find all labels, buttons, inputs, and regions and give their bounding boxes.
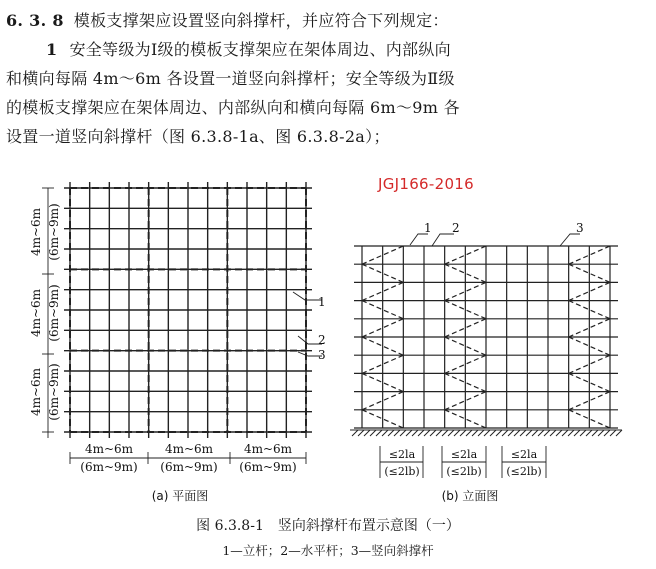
plan-bottom-dim-1-line2: (6m~9m) bbox=[80, 460, 138, 474]
ground-hatch bbox=[580, 430, 586, 436]
ground-hatch bbox=[352, 430, 358, 436]
ground-hatch bbox=[508, 430, 514, 436]
ground-hatch bbox=[520, 430, 526, 436]
ground-hatch bbox=[406, 430, 412, 436]
ground-hatch bbox=[616, 430, 622, 436]
plan-side-dim-1-line1: 4m~6m bbox=[29, 207, 43, 257]
ground-hatch bbox=[514, 430, 520, 436]
plan-bottom-dim-3-line1: 4m~6m bbox=[243, 442, 293, 456]
ground-hatch bbox=[424, 430, 430, 436]
ground-hatch bbox=[556, 430, 562, 436]
elevation-callouts bbox=[424, 221, 584, 235]
plan-grid bbox=[64, 182, 312, 438]
standard-stamp: JGJ166-2016 bbox=[378, 175, 474, 193]
ground-hatch bbox=[418, 430, 424, 436]
ground-hatch bbox=[430, 430, 436, 436]
ground-hatch bbox=[586, 430, 592, 436]
ground-hatch bbox=[562, 430, 568, 436]
item-text-line2: 和横向每隔 4m～6m 各设置一道竖向斜撑杆；安全等级为Ⅱ级 bbox=[6, 69, 455, 88]
ground-hatch bbox=[532, 430, 538, 436]
ground-hatch bbox=[442, 430, 448, 436]
plan-side-dim-1-line2: (6m~9m) bbox=[47, 203, 61, 261]
ground-hatch bbox=[496, 430, 502, 436]
plan-side-dim-3-line2: (6m~9m) bbox=[47, 363, 61, 421]
plan-bottom-dim-2-line2: (6m~9m) bbox=[160, 460, 218, 474]
ground-hatch bbox=[592, 430, 598, 436]
ground-hatch bbox=[394, 430, 400, 436]
plan-callout-2: 2 bbox=[318, 333, 326, 347]
elevation-dim-2-line2: (≤2lb) bbox=[446, 465, 482, 478]
elevation-dim-1-line1: ≤2la bbox=[388, 448, 416, 461]
ground-hatch bbox=[412, 430, 418, 436]
clause-number: 6. 3. 8 bbox=[6, 11, 64, 30]
ground-hatch bbox=[604, 430, 610, 436]
ground-hatch bbox=[382, 430, 388, 436]
item-number: 1 bbox=[46, 40, 58, 59]
ground-hatch bbox=[538, 430, 544, 436]
ground-hatch bbox=[364, 430, 370, 436]
elevation-dim-3-line1: ≤2la bbox=[510, 448, 538, 461]
item-text-line3: 的模板支撑架应在架体周边、内部纵向和横向每隔 6m～9m 各 bbox=[6, 98, 460, 117]
plan-side-dim-2-line1: 4m~6m bbox=[29, 288, 43, 338]
elevation-grid bbox=[354, 246, 618, 428]
elevation-view bbox=[350, 234, 622, 478]
ground-hatch bbox=[598, 430, 604, 436]
plan-side-labels bbox=[29, 203, 61, 420]
ground-hatch bbox=[448, 430, 454, 436]
plan-view bbox=[42, 182, 322, 464]
ground-hatch bbox=[574, 430, 580, 436]
figure-legend: 1—立杆；2—水平杆；3—竖向斜撑杆 bbox=[222, 543, 434, 558]
ground-hatch bbox=[466, 430, 472, 436]
figure-title: 图 6.3.8-1 竖向斜撑杆布置示意图（一） bbox=[196, 518, 460, 534]
plan-callouts bbox=[318, 295, 326, 362]
elevation-callout-1: 1 bbox=[424, 221, 432, 235]
ground-hatch bbox=[376, 430, 382, 436]
ground-hatch bbox=[388, 430, 394, 436]
plan-callout-3: 3 bbox=[318, 348, 326, 362]
plan-bottom-dim-1-line1: 4m~6m bbox=[84, 442, 134, 456]
elevation-ground bbox=[350, 430, 622, 436]
plan-callout-1: 1 bbox=[318, 295, 326, 309]
elevation-callout-2: 2 bbox=[452, 221, 460, 235]
ground-hatch bbox=[502, 430, 508, 436]
ground-hatch bbox=[550, 430, 556, 436]
elevation-dim-labels bbox=[384, 448, 541, 478]
ground-hatch bbox=[436, 430, 442, 436]
elevation-callout-3: 3 bbox=[576, 221, 584, 235]
ground-hatch bbox=[568, 430, 574, 436]
item-text-line4: 设置一道竖向斜撑杆（图 6.3.8-1a、图 6.3.8-2a）； bbox=[6, 127, 390, 146]
ground-hatch bbox=[358, 430, 364, 436]
elevation-dim-1-line2: (≤2lb) bbox=[384, 465, 420, 478]
item-text-line1: 安全等级为Ⅰ级的模板支撑架应在架体周边、内部纵向 bbox=[69, 40, 451, 59]
clause-heading: 模板支撑架应设置竖向斜撑杆，并应符合下列规定： bbox=[73, 11, 449, 30]
ground-hatch bbox=[490, 430, 496, 436]
ground-hatch bbox=[544, 430, 550, 436]
plan-side-dim-2-line2: (6m~9m) bbox=[47, 284, 61, 342]
ground-hatch bbox=[454, 430, 460, 436]
ground-hatch bbox=[610, 430, 616, 436]
ground-hatch bbox=[400, 430, 406, 436]
ground-hatch bbox=[472, 430, 478, 436]
ground-hatch bbox=[484, 430, 490, 436]
plan-bottom-dim-2-line1: 4m~6m bbox=[164, 442, 214, 456]
elevation-dim-2-line1: ≤2la bbox=[450, 448, 478, 461]
plan-side-dim-3-line1: 4m~6m bbox=[29, 367, 43, 417]
elevation-dim-3-line2: (≤2lb) bbox=[506, 465, 542, 478]
elevation-caption: (b) 立面图 bbox=[441, 489, 499, 503]
plan-caption: (a) 平面图 bbox=[151, 489, 209, 503]
plan-bottom-dim-3-line2: (6m~9m) bbox=[239, 460, 297, 474]
ground-hatch bbox=[526, 430, 532, 436]
ground-hatch bbox=[370, 430, 376, 436]
ground-hatch bbox=[478, 430, 484, 436]
ground-hatch bbox=[460, 430, 466, 436]
elevation-callout-leaders bbox=[410, 234, 580, 246]
